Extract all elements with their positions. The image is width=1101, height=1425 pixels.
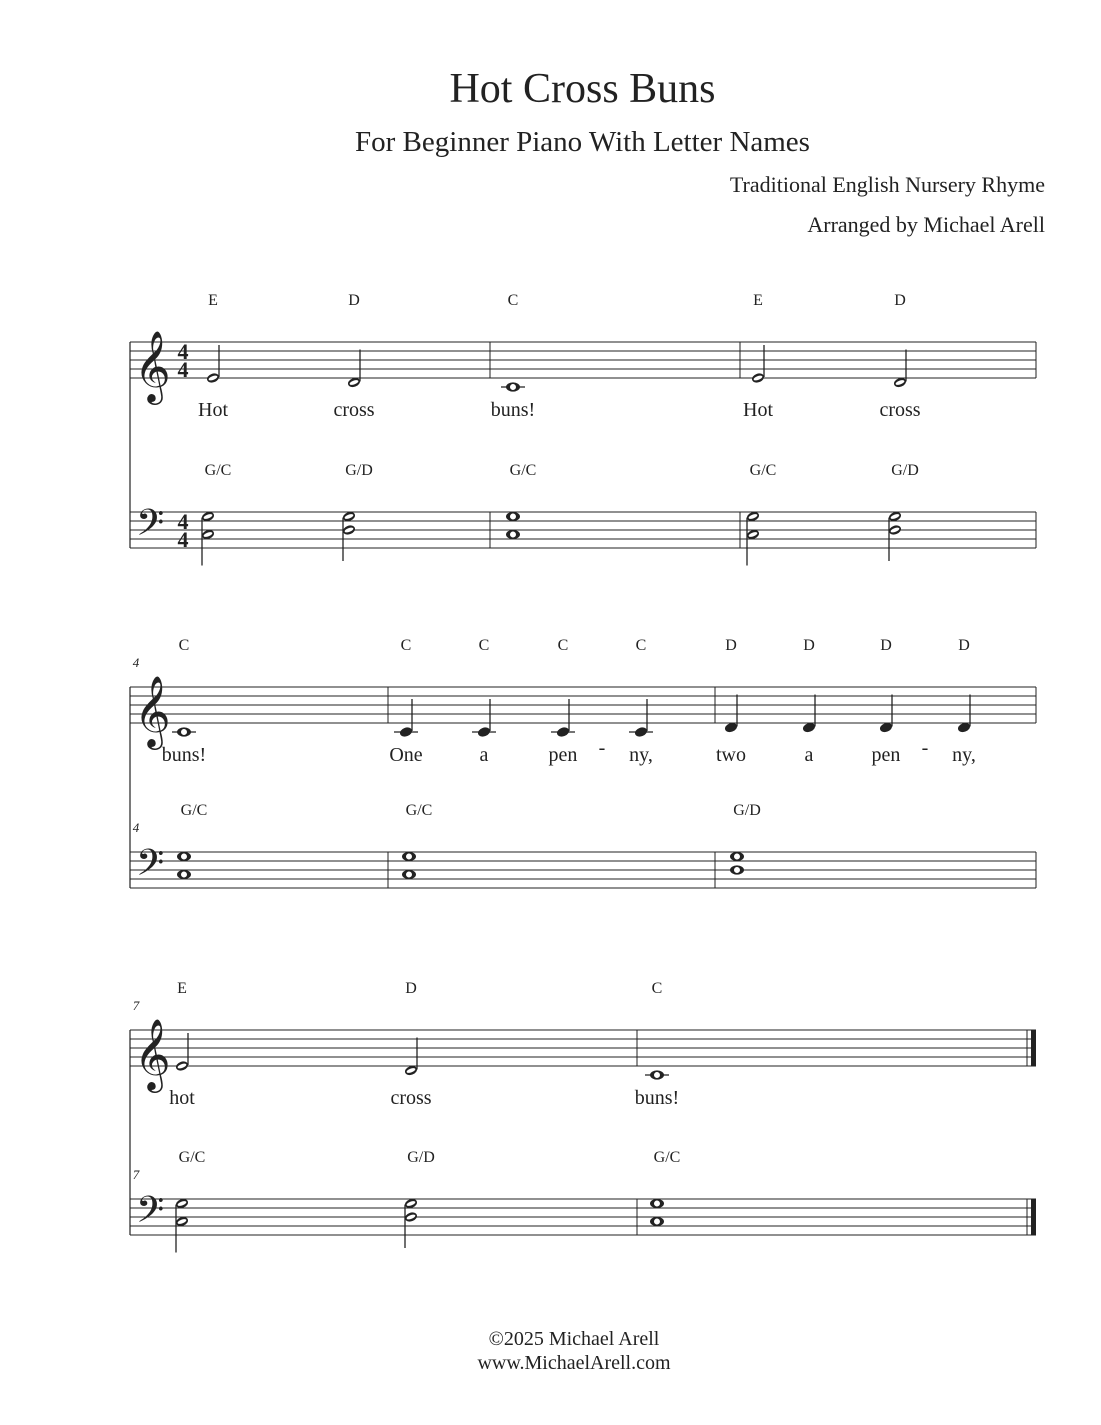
treble-staff <box>130 687 1036 723</box>
lyric-syllable: Hot <box>198 399 228 421</box>
quarter-notehead <box>634 726 649 738</box>
measure-number: 7 <box>132 1167 140 1182</box>
lyric-syllable: ny, <box>952 744 976 766</box>
bass-clef: 𝄢 <box>136 503 165 552</box>
chord-label: G/C <box>405 802 433 819</box>
note-letter-name: C <box>651 980 663 997</box>
copyright-notice: ©2025 Michael Arell <box>488 1328 660 1350</box>
chord-label: G/C <box>180 802 208 819</box>
treble-clef: 𝄞 <box>134 678 171 746</box>
note-letter-name: D <box>880 637 892 654</box>
lyric-syllable: a <box>479 744 489 766</box>
notehead-fill <box>634 726 649 738</box>
quarter-notehead <box>399 726 414 738</box>
composer-credit: Traditional English Nursery Rhyme <box>729 172 1045 197</box>
lyric-syllable: cross <box>333 399 375 421</box>
whole-notehead <box>730 865 744 874</box>
bass-time-signature-numerator: 4 <box>177 509 189 534</box>
treble-time-signature-denominator: 4 <box>177 357 189 382</box>
final-barline-thick <box>1031 1199 1036 1235</box>
chord-label: G/D <box>345 462 373 479</box>
notehead-fill <box>477 726 492 738</box>
lyric-syllable: two <box>716 744 746 766</box>
quarter-notehead <box>477 726 492 738</box>
whole-notehead <box>506 382 520 391</box>
whole-notehead <box>402 852 416 861</box>
note-letter-name: E <box>753 292 763 309</box>
measure-number: 7 <box>132 998 140 1013</box>
final-barline-thick <box>1031 1030 1036 1066</box>
lyric-syllable: buns! <box>161 744 207 766</box>
lyric-syllable: a <box>804 744 814 766</box>
notehead-fill <box>399 726 414 738</box>
note-letter-name: C <box>507 292 519 309</box>
treble-staff <box>130 342 1036 378</box>
note-letter-name: D <box>803 637 815 654</box>
lyric-syllable: Hot <box>743 399 773 421</box>
half-notehead <box>888 524 903 536</box>
whole-notehead <box>506 512 520 521</box>
lyric-syllable: cross <box>390 1087 432 1109</box>
lyric-syllable: hot <box>169 1087 195 1109</box>
note-letter-name: C <box>478 637 490 654</box>
lyric-syllable: buns! <box>490 399 536 421</box>
lyric-syllable: One <box>389 744 423 766</box>
whole-notehead <box>730 852 744 861</box>
lyric-hyphen: - <box>921 737 929 759</box>
website-url: www.MichaelArell.com <box>477 1352 671 1374</box>
note-letter-name: D <box>894 292 906 309</box>
note-letter-name: D <box>405 980 417 997</box>
title: Hot Cross Buns <box>449 66 716 112</box>
whole-notehead <box>650 1070 664 1079</box>
chord-label: G/C <box>653 1149 681 1166</box>
note-letter-name: E <box>177 980 187 997</box>
chord-label: G/C <box>204 462 232 479</box>
whole-notehead <box>402 870 416 879</box>
treble-staff <box>130 1030 1036 1066</box>
note-letter-name: D <box>725 637 737 654</box>
bass-staff <box>130 1199 1036 1235</box>
chord-label: G/D <box>407 1149 435 1166</box>
treble-clef: 𝄞 <box>134 1021 171 1089</box>
treble-time-signature-numerator: 4 <box>177 339 189 364</box>
half-notehead <box>206 372 221 384</box>
lyric-syllable: pen <box>871 744 901 766</box>
lyric-syllable: ny, <box>629 744 653 766</box>
bass-clef: 𝄢 <box>136 1190 165 1239</box>
note-letter-name: C <box>635 637 647 654</box>
lyric-syllable: buns! <box>634 1087 680 1109</box>
measure-number: 4 <box>132 820 140 835</box>
treble-clef: 𝄞 <box>134 333 171 401</box>
lyric-syllable: cross <box>879 399 921 421</box>
half-notehead <box>751 372 766 384</box>
half-notehead <box>175 1060 190 1072</box>
note-letter-name: D <box>958 637 970 654</box>
bass-time-signature-denominator: 4 <box>177 527 189 552</box>
half-notehead <box>404 1211 419 1223</box>
notehead-fill <box>556 726 571 738</box>
note-letter-name: E <box>208 292 218 309</box>
chord-label: G/D <box>733 802 761 819</box>
lyric-syllable: pen <box>548 744 578 766</box>
chord-label: G/C <box>749 462 777 479</box>
chord-label: G/D <box>891 462 919 479</box>
bass-staff <box>130 852 1036 888</box>
note-letter-name: D <box>348 292 360 309</box>
note-letter-name: C <box>400 637 412 654</box>
whole-notehead <box>506 530 520 539</box>
quarter-notehead <box>556 726 571 738</box>
whole-notehead <box>177 870 191 879</box>
subtitle: For Beginner Piano With Letter Names <box>355 126 810 158</box>
note-letter-name: C <box>178 637 190 654</box>
whole-notehead <box>177 727 191 736</box>
bass-clef: 𝄢 <box>136 843 165 892</box>
half-notehead <box>342 524 357 536</box>
whole-notehead <box>177 852 191 861</box>
chord-label: G/C <box>509 462 537 479</box>
measure-number: 4 <box>132 655 140 670</box>
whole-notehead <box>650 1199 664 1208</box>
note-letter-name: C <box>557 637 569 654</box>
whole-notehead <box>650 1217 664 1226</box>
arranger-credit: Arranged by Michael Arell <box>807 212 1045 237</box>
chord-label: G/C <box>178 1149 206 1166</box>
lyric-hyphen: - <box>598 737 606 759</box>
